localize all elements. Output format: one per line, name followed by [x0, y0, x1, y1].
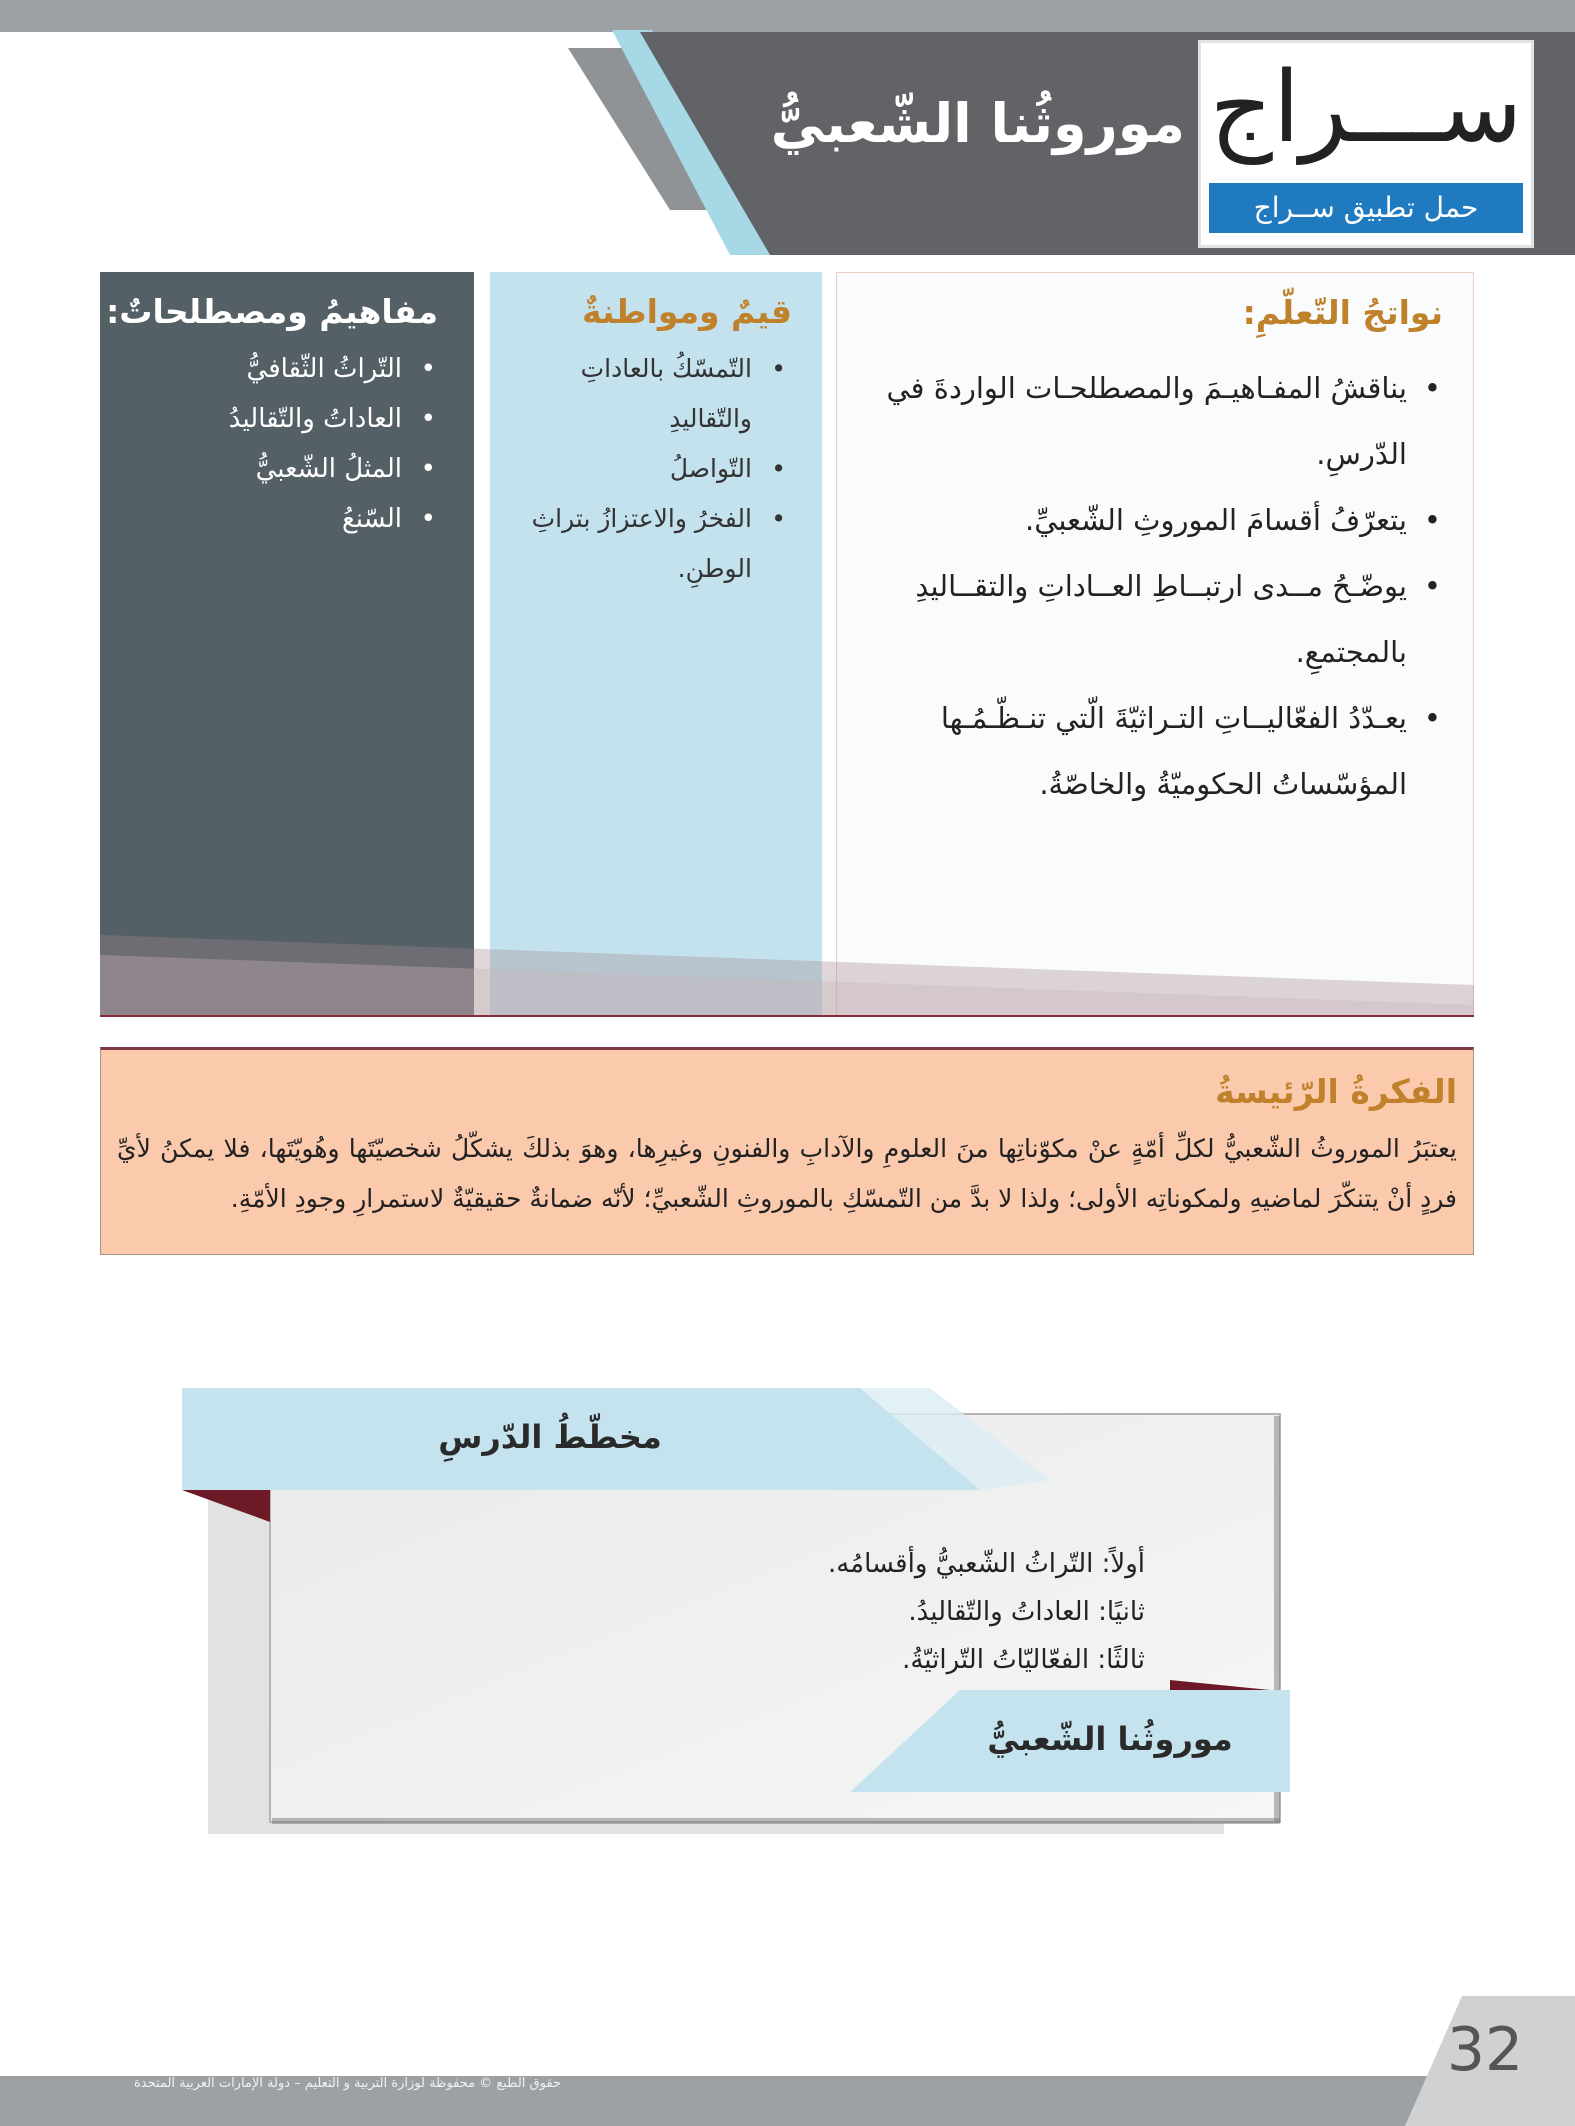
concepts-heading: مفاهيمُ ومصطلحاتٌ:	[106, 292, 438, 331]
siraj-logo[interactable]	[1198, 40, 1534, 248]
list-item: ثالثًا: الفعّاليّاتُ التّراثيّةُ.	[902, 1645, 1145, 1675]
learning-outcomes-heading: نواتجُ التّعلّمِ:	[1242, 293, 1443, 332]
list-item: • يتعرّفُ أقسامَ الموروثِ الشّعبيِّ.	[865, 487, 1445, 553]
list-item: • العاداتُ والتّقاليدُ	[229, 394, 440, 444]
concepts-column	[100, 272, 474, 1017]
list-item: • الفخرُ والاعتزازُ بتراثِ الوطنِ.	[520, 494, 790, 594]
copyright-notice: حقوق الطبع © محفوظة لوزارة التربية و التعليم – دولة الإمارات العربية المتحدة	[134, 2076, 561, 2091]
list-item: ثانيًا: العاداتُ والتّقاليدُ.	[908, 1597, 1145, 1627]
learning-outcomes-column	[836, 272, 1474, 1017]
lesson-title: موروثُنا الشّعبيُّ	[770, 92, 1185, 155]
main-idea-box	[100, 1047, 1474, 1255]
list-item: • يناقشُ المفـاهيـمَ والمصطلحـات الواردةَ في الدّرسِ.	[865, 355, 1445, 487]
lesson-plan-list	[828, 1540, 1145, 1684]
values-heading: قيمٌ ومواطنةٌ	[582, 292, 792, 331]
list-item: • يعـدّدُ الفعّاليــاتِ التـراثيّةَ الّتي تنـظّـمُـها المؤسّساتُ الحكوميّةُ والخاصّةُ.	[865, 685, 1445, 817]
list-item: • المثلُ الشّعبيُّ	[229, 444, 440, 494]
values-list	[520, 344, 790, 594]
columns-bottom-rule	[100, 1015, 1474, 1017]
list-item: • التّمسّكُ بالعاداتِ والتّقاليدِ	[520, 344, 790, 444]
page-number: 32	[1446, 2015, 1524, 2085]
footer-band	[0, 1990, 1575, 2126]
list-item: أولاً: التّراثُ الشّعبيُّ وأقسامُه.	[827, 1549, 1145, 1579]
main-idea-heading: الفكرةُ الرّئيسةُ	[1215, 1072, 1457, 1111]
learning-outcomes-list	[865, 355, 1445, 817]
list-item: • السّنعُ	[229, 494, 440, 544]
list-item: • التّواصلُ	[520, 444, 790, 494]
list-item: • التّراثُ الثّقافيُّ	[229, 344, 440, 394]
list-item: • يوضّـحُ مــدى ارتبــاطِ العــاداتِ والتقــاليدِ بالمجتمعِ.	[865, 553, 1445, 685]
logo-subtitle-bar: حمل تطبيق ســراج	[1209, 183, 1523, 233]
lesson-plan-heading: مخطّطُ الدّرسِ	[438, 1418, 662, 1456]
columns-bottom-band	[100, 935, 1474, 1017]
logo-wordmark: ســـراج	[1209, 51, 1523, 165]
values-column	[490, 272, 822, 1017]
concepts-list	[229, 344, 440, 544]
lesson-plan-footer-title: موروثُنا الشّعبيُّ	[987, 1720, 1233, 1758]
main-idea-text: يعتبَرُ الموروثُ الشّعبيُّ لكلِّ أمّةٍ عنْ مكوّناتِها منَ العلومِ والآدابِ والفنونِ وغيرِها، وهوَ بذلكَ يشكّلُ شخصيّتَها وهُويّتَها، فلا يمكنُ لأيِّ فردٍ أنْ يتنكّرَ لماضيهِ ولمكوناتِه الأولى؛ ولذا لا بدَّ من التّمسّكِ بالموروثِ الشّعبيِّ؛ لأنّه ضمانةٌ حقيقيّةٌ لاستمرارِ وجودِ الأمّةِ.	[117, 1134, 1457, 1213]
